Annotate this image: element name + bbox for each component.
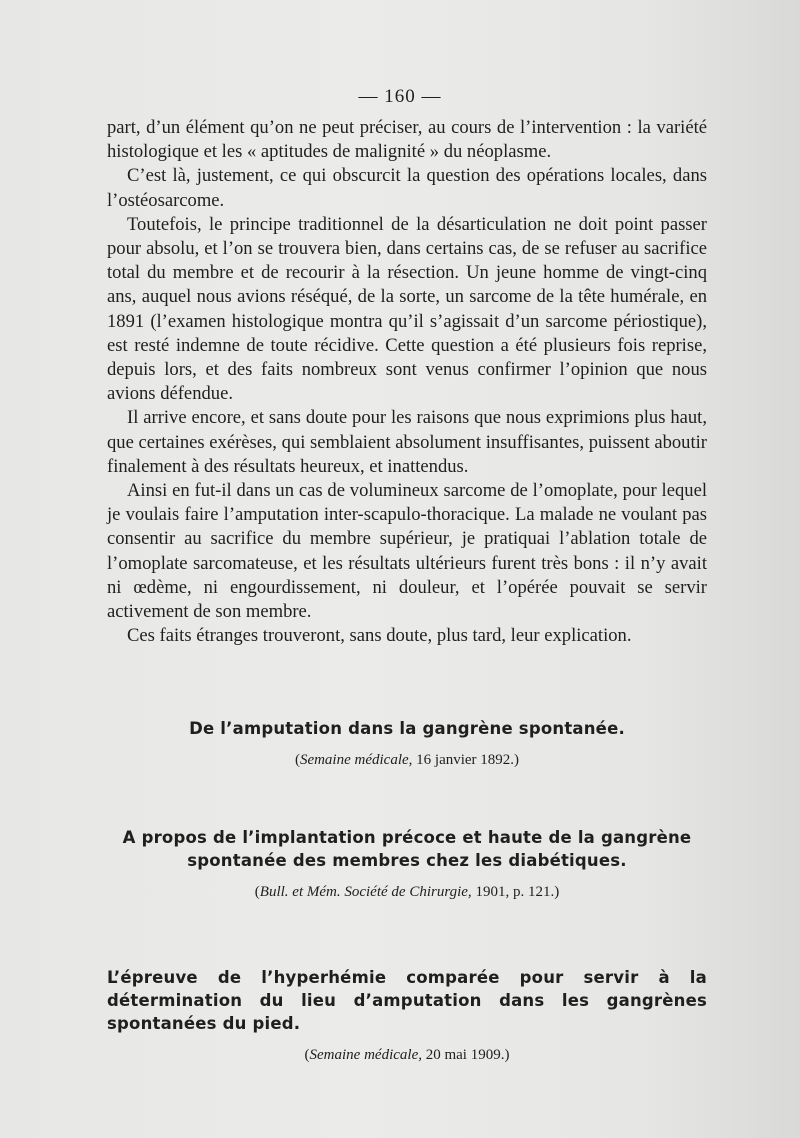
section-title: A propos de l’implantation précoce et haute de la gangrène spontanée des membres chez les diabétiques.	[122, 828, 692, 870]
citation-source: Bull. et Mém. Société de Chirurgie,	[259, 884, 472, 900]
paragraph: Ainsi en fut-il dans un cas de volumineux sarcome de l’omoplate, pour lequel je voulais faire l’amputation inter-scapulo-thoracique. La malade ne voulant pas consentir au sacrifice du membre supérieur, je pratiquai l’ablation totale de l’omoplate sarcomateuse, et les résultats ultérieurs furent très bons : il n’y avait ni œdème, ni engourdissement, ni douleur, et l’opérée pouvait se servir activement de son membre.	[107, 480, 707, 623]
section-citation: (Bull. et Mém. Société de Chirurgie, 1901, p. 121.)	[254, 884, 560, 900]
page-number: — 160 —	[358, 86, 442, 107]
paragraph: Toutefois, le principe traditionnel de la désarticulation ne doit point passer pour absolu, et l’on se trouvera bien, dans certains cas, de se refuser au sacrifice total du membre et de recourir à la résection. Un jeune homme de vingt-cinq ans, auquel nous avions réséqué, de la sorte, un sarcome de la tête humérale, en 1891 (l’examen histologique montra qu’il s’agissait d’un sarcome périostique), est resté indemne de toute récidive. Cette question a été plusieurs fois reprise, depuis lors, et des faits nombreux sont venus confirmer l’opinion que nous avions défendue.	[107, 213, 707, 405]
paragraph: Il arrive encore, et sans doute pour les raisons que nous exprimions plus haut, que certaines exérèses, qui semblaient absolument insuffisantes, puissent aboutir finalement à des résultats heureux, et inattendus.	[107, 407, 707, 477]
section-amputation-gangrene	[107, 717, 707, 770]
citation-source: Semaine médicale,	[309, 1047, 422, 1063]
citation-detail: 20 mai 1909.)	[425, 1047, 510, 1063]
body-text	[107, 116, 707, 648]
section-hyperhemie	[107, 966, 707, 1065]
paragraph: C’est là, justement, ce qui obscurcit la question des opérations locales, dans l’ostéosarcome.	[107, 165, 707, 211]
paragraph: part, d’un élément qu’on ne peut préciser, au cours de l’intervention : la variété histologique et les « aptitudes de malignité » du néoplasme.	[107, 117, 707, 163]
citation-detail: 1901, p. 121.)	[475, 884, 560, 900]
section-title: L’épreuve de l’hyperhémie comparée pour servir à la détermination du lieu d’amputation dans les gangrènes spontanées du pied.	[107, 968, 707, 1033]
citation-detail: 16 janvier 1892.)	[416, 752, 520, 768]
section-citation: (Semaine médicale, 20 mai 1909.)	[304, 1047, 510, 1063]
citation-source: Semaine médicale,	[299, 752, 413, 768]
section-citation: (Semaine médicale, 16 janvier 1892.)	[294, 752, 520, 768]
section-title: De l’amputation dans la gangrène spontanée.	[189, 719, 625, 738]
section-implantation-diabetics	[107, 826, 707, 902]
paragraph: Ces faits étranges trouveront, sans doute, plus tard, leur explication.	[127, 625, 632, 647]
